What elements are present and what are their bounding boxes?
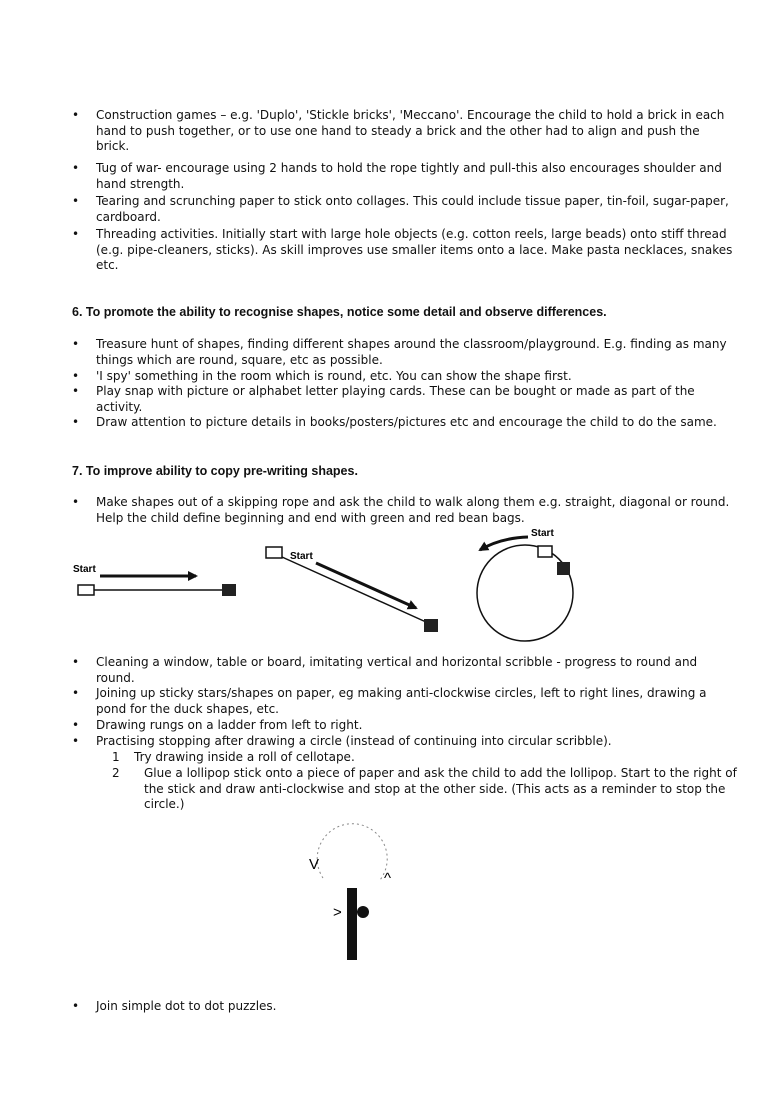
- diagonal-line-diagram: [266, 547, 438, 632]
- start-label: Start: [531, 528, 554, 539]
- sub-item-number: 2: [112, 766, 120, 780]
- start-label: Start: [290, 551, 313, 562]
- green-bean-bag-icon: [538, 546, 552, 557]
- rope-line: [282, 557, 426, 622]
- list-item: • Play snap with picture or alphabet letter playing cards. These can be bought or made as part of the activity.: [96, 384, 734, 415]
- rope-circle: [477, 545, 573, 641]
- numbered-sub-item: [112, 750, 732, 766]
- arrow-anticlockwise-icon: [480, 537, 528, 550]
- lollipop-stick: [347, 888, 357, 960]
- list-item: • Make shapes out of a skipping rope and ask the child to walk along them e.g. straight, diagonal or round. Help the child define beginning and end with green and red bean bags.: [96, 495, 734, 526]
- arrow-diagonal-icon: [316, 563, 416, 608]
- section-6-heading: 6. To promote the ability to recognise shapes, notice some detail and observe differences.: [72, 305, 607, 319]
- list-item: • Tearing and scrunching paper to stick onto collages. This could include tissue paper, tin-foil, sugar-paper, cardboard.: [96, 194, 734, 225]
- dotted-circle-guide: [317, 824, 387, 880]
- red-bean-bag-icon: [424, 619, 438, 632]
- right-arrow-mark: >: [333, 904, 342, 921]
- list-item: • Practising stopping after drawing a circle (instead of continuing into circular scribble).: [96, 734, 734, 750]
- list-item: • 'I spy' something in the room which is round, etc. You can show the shape first.: [96, 369, 734, 385]
- list-item: • Join simple dot to dot puzzles.: [96, 999, 734, 1015]
- sub-item-text: Glue a lollipop stick onto a piece of paper and ask the child to add the lollipop. Start to the right of the stick and draw anti-clockwise and stop at the other side. (This acts as a reminder to stop the circle.): [144, 766, 737, 811]
- red-bean-bag-icon: [557, 562, 570, 575]
- straight-line-diagram: [73, 564, 236, 596]
- sub-item-text: Try drawing inside a roll of cellotape.: [134, 750, 355, 764]
- list-item: • Tug of war- encourage using 2 hands to hold the rope tightly and pull-this also encourages shoulder and hand strength.: [96, 161, 734, 192]
- list-item: • Draw attention to picture details in books/posters/pictures etc and encourage the child to do the same.: [96, 415, 734, 431]
- green-bean-bag-icon: [78, 585, 94, 595]
- section-7-heading: 7. To improve ability to copy pre-writing shapes.: [72, 464, 358, 478]
- start-dot: [357, 906, 369, 918]
- down-arrow-mark: V: [309, 856, 320, 873]
- list-item: • Cleaning a window, table or board, imitating vertical and horizontal scribble - progress to round and round.: [96, 655, 734, 686]
- sub-item-number: 1: [112, 750, 120, 764]
- list-item: • Drawing rungs on a ladder from left to right.: [96, 718, 734, 734]
- numbered-sub-item: [112, 766, 737, 813]
- list-item: • Construction games – e.g. 'Duplo', 'Stickle bricks', 'Meccano'. Encourage the child to hold a brick in each hand to push together, or to use one hand to steady a brick and the other had to align and push the brick.: [96, 108, 734, 155]
- circle-diagram: [477, 528, 573, 641]
- up-arrow-mark: ^: [384, 870, 392, 887]
- list-item: • Threading activities. Initially start with large hole objects (e.g. cotton reels, large beads) onto stiff thread (e.g. pipe-cleaners, sticks). As skill improves use smaller items onto a lace. Make pasta necklaces, snakes etc.: [96, 227, 734, 274]
- green-bean-bag-icon: [266, 547, 282, 558]
- lollipop-diagram: [309, 824, 391, 960]
- start-label: Start: [73, 564, 96, 575]
- list-item: • Treasure hunt of shapes, finding different shapes around the classroom/playground. E.g. finding as many things which are round, square, etc as possible.: [96, 337, 734, 368]
- list-item: • Joining up sticky stars/shapes on paper, eg making anti-clockwise circles, left to right lines, drawing a pond for the duck shapes, etc.: [96, 686, 734, 717]
- red-bean-bag-icon: [222, 584, 236, 596]
